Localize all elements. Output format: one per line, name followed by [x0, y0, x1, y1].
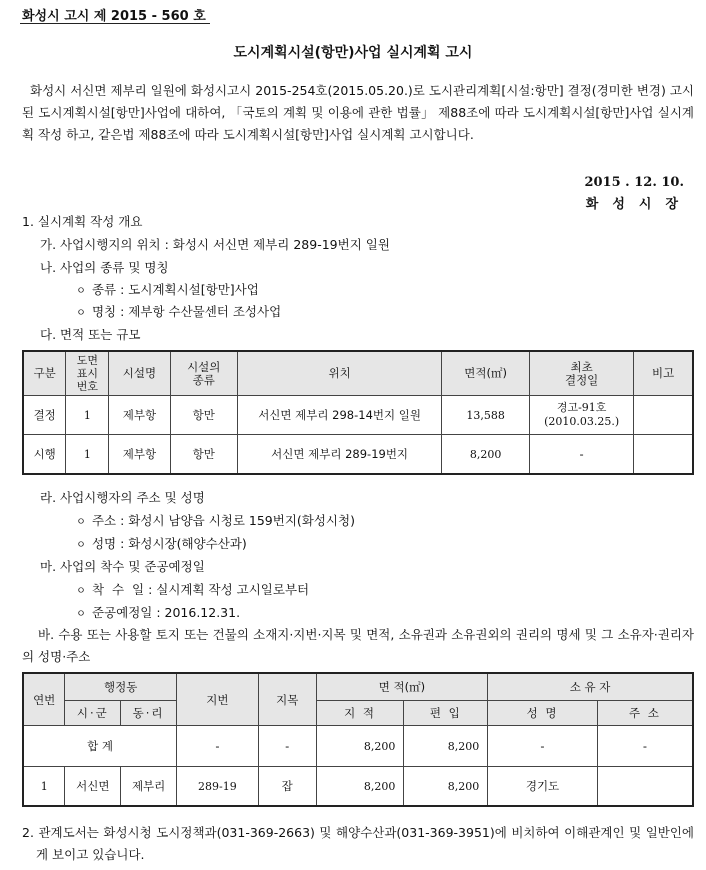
intro-paragraph: 화성시 서신면 제부리 일원에 화성시고시 2015-254호(2015.05.20.)로 도시관리계획[시설:항만] 결정(경미한 변경) 고시된 도시계획시설[항만]사업에 대하여, 「국토의 계획 및 이용에 관한 법률」 제88조에 따라 도시계획시설[항만]사업 실시계획 작성 하고, 같은법 제88조에 따라 도시계획시설[항만]사업 실시계획 고시합니다. — [22, 83, 694, 142]
item-na-heading: 나. 사업의 종류 및 명칭 — [40, 260, 169, 275]
area-scale-table — [22, 350, 694, 475]
table-cell: 13,588 — [442, 396, 530, 435]
table1-header-cell: 구분 — [23, 351, 66, 396]
table-row — [23, 767, 693, 807]
item-da-heading: 다. 면적 또는 규모 — [40, 327, 141, 342]
table-cell — [634, 435, 693, 475]
table1-header-cell: 시설의 종류 — [170, 351, 237, 396]
item-ra-heading: 라. 사업시행자의 주소 및 성명 — [40, 490, 205, 505]
table2-header-cell: 성 명 — [488, 701, 598, 726]
item-na-kind — [74, 280, 259, 298]
table2-header-cell: 소 유 자 — [488, 673, 693, 701]
item-ra-address-text: 주소 : 화성시 남양읍 시청로 159번지(화성시청) — [91, 513, 355, 528]
table-cell: 8,200 — [404, 767, 488, 807]
table-cell: 서신면 — [65, 767, 121, 807]
table-cell: 항만 — [170, 435, 237, 475]
table-cell: 잡 — [258, 767, 316, 807]
bullet-icon: ㅇ — [76, 609, 86, 620]
table-row — [23, 396, 693, 435]
bullet-icon: ㅇ — [76, 586, 86, 597]
table-cell: 1 — [23, 767, 65, 807]
table-cell: 8,200 — [404, 726, 488, 767]
table-cell: 서신면 제부리 298-14번지 일원 — [237, 396, 441, 435]
table-cell: 1 — [66, 435, 109, 475]
table-cell: 항만 — [170, 396, 237, 435]
table2-subheader-row — [23, 701, 693, 726]
table-cell: 8,200 — [316, 767, 404, 807]
table-cell — [634, 396, 693, 435]
table1-header-row — [23, 351, 693, 396]
table-cell: 경고-91호 (2010.03.25.) — [530, 396, 634, 435]
bullet-icon: ㅇ — [76, 517, 86, 528]
table-cell — [597, 767, 693, 807]
notice-number: 화성시 고시 제 2015 - 560 호 — [22, 9, 206, 24]
item-ra-name — [74, 534, 247, 552]
table-cell: 1 — [66, 396, 109, 435]
table2-header-cell: 동·리 — [121, 701, 177, 726]
table1-header-cell: 최초 결정일 — [530, 351, 634, 396]
table-row — [23, 435, 693, 475]
table-cell: 결정 — [23, 396, 66, 435]
table-cell: 제부항 — [109, 435, 170, 475]
section-2-paragraph: 2. 관계도서는 화성시청 도시정책과(031-369-2663) 및 해양수산과(031-369-3951)에 비치하여 이해관계인 및 일반인에게 보이고 있습니다. — [22, 825, 694, 862]
table2-header-cell: 지목 — [258, 673, 316, 726]
item-na-kind-text: 종류 : 도시계획시설[항만]사업 — [91, 282, 259, 297]
table1-header-cell: 시설명 — [109, 351, 170, 396]
item-na-name-text: 명칭 : 제부항 수산물센터 조성사업 — [91, 304, 282, 319]
table2-header-row — [23, 673, 693, 701]
table2-header-cell: 지 적 — [316, 701, 404, 726]
bullet-icon: ㅇ — [76, 540, 86, 551]
bullet-icon: ㅇ — [76, 286, 86, 297]
item-ma-start-text: 착 수 일 : 실시계획 작성 고시일로부터 — [91, 582, 310, 597]
table-cell: 8,200 — [442, 435, 530, 475]
table-cell: 시행 — [23, 435, 66, 475]
table-cell: 서신면 제부리 289-19번지 — [237, 435, 441, 475]
section-1-heading: 1. 실시계획 작성 개요 — [22, 214, 143, 229]
notice-number-underline — [20, 23, 210, 24]
table2-header-cell: 연번 — [23, 673, 65, 726]
table-cell: 8,200 — [316, 726, 404, 767]
table-cell: 제부항 — [109, 396, 170, 435]
table-cell: - — [597, 726, 693, 767]
table2-header-cell: 주 소 — [597, 701, 693, 726]
item-ra-address — [74, 511, 355, 529]
table1-header-cell: 비고 — [634, 351, 693, 396]
item-ma-heading: 마. 사업의 착수 및 준공예정일 — [40, 559, 205, 574]
table2-header-cell: 편 입 — [404, 701, 488, 726]
issuer-name: 화성시장 — [585, 197, 692, 212]
table-cell: 제부리 — [121, 767, 177, 807]
table2-header-cell: 행정동 — [65, 673, 177, 701]
table-cell: - — [488, 726, 598, 767]
land-details-table — [22, 672, 694, 807]
document-title: 도시계획시설(항만)사업 실시계획 고시 — [233, 45, 473, 61]
table2-header-cell: 시·군 — [65, 701, 121, 726]
table1-header-cell: 면적(㎡) — [442, 351, 530, 396]
table2-header-cell: 면 적(㎡) — [316, 673, 488, 701]
table-cell: - — [177, 726, 259, 767]
item-ba-paragraph: 바. 수용 또는 사용할 토지 또는 건물의 소재지·지번·지목 및 면적, 소유권과 소유권외의 권리의 명세 및 그 소유자·권리자의 성명·주소 — [22, 627, 694, 664]
table-cell: 289-19 — [177, 767, 259, 807]
item-ga-location: 가. 사업시행지의 위치 : 화성시 서신면 제부리 289-19번지 일원 — [40, 237, 390, 252]
item-ma-start — [74, 580, 309, 598]
table-total-row — [23, 726, 693, 767]
table2-header-cell: 지번 — [177, 673, 259, 726]
table1-header-cell: 도면 표시 번호 — [66, 351, 109, 396]
table-cell: 합 계 — [23, 726, 177, 767]
item-ra-name-text: 성명 : 화성시장(해양수산과) — [91, 536, 247, 551]
table-cell: - — [258, 726, 316, 767]
table-cell: - — [530, 435, 634, 475]
notice-date: 2015 . 12. 10. — [584, 175, 684, 190]
table1-header-cell: 위치 — [237, 351, 441, 396]
item-na-name — [74, 302, 281, 320]
table-cell: 경기도 — [488, 767, 598, 807]
bullet-icon: ㅇ — [76, 308, 86, 319]
item-ma-end — [74, 603, 240, 621]
item-ma-end-text: 준공예정일 : 2016.12.31. — [91, 605, 241, 620]
